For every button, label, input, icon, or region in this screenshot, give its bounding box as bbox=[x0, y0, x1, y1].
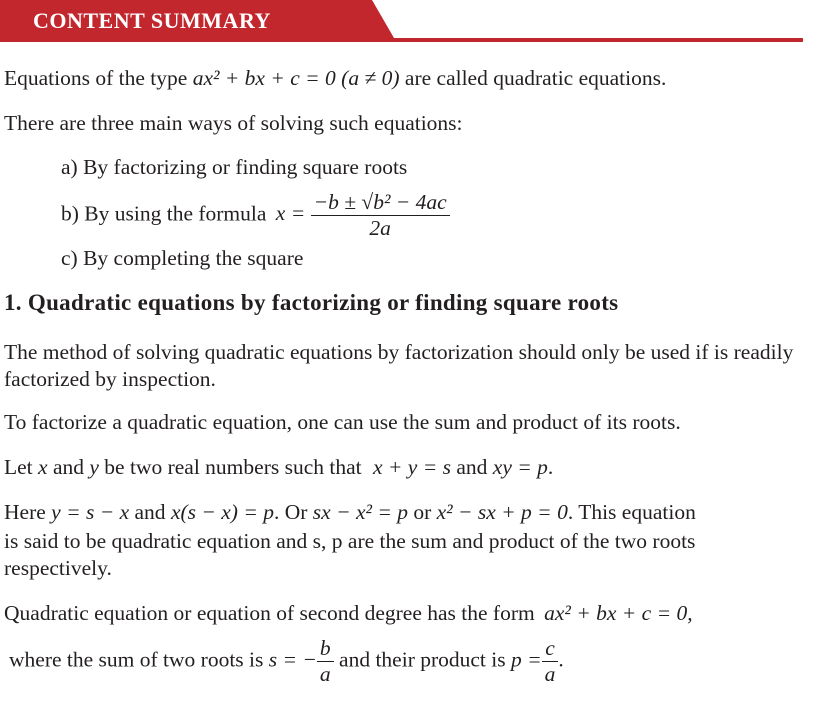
p6-text-2: and their product is bbox=[339, 647, 506, 672]
p4-tail: . This equation bbox=[567, 500, 696, 524]
product-eq: xy = p bbox=[492, 455, 548, 479]
second-degree-eq: ax² + bx + c = 0, bbox=[544, 601, 693, 625]
method-c: c) By completing the square bbox=[61, 246, 304, 270]
eq-xs: x(s − x) = p bbox=[170, 500, 274, 524]
paragraph-4-line-1 bbox=[4, 500, 696, 525]
p3-text: Let bbox=[4, 455, 33, 479]
p6-period: . bbox=[558, 647, 564, 672]
p3-and: and bbox=[52, 455, 84, 479]
product-numerator: c bbox=[542, 636, 559, 662]
sum-numerator: b bbox=[317, 636, 334, 662]
paragraph-6 bbox=[9, 636, 564, 687]
p5-text: Quadratic equation or equation of second degree has the form bbox=[4, 601, 535, 625]
var-y: y bbox=[89, 455, 99, 479]
paragraph-5 bbox=[4, 601, 693, 626]
p4-here: Here bbox=[4, 500, 46, 524]
quadratic-general-eq: ax² + bx + c = 0 (a ≠ 0) bbox=[192, 66, 400, 90]
banner-underline bbox=[0, 38, 803, 42]
formula-denominator: 2a bbox=[369, 216, 391, 240]
eq-sx: sx − x² = p bbox=[312, 500, 408, 524]
sum-denominator: a bbox=[319, 662, 331, 686]
intro-line-1 bbox=[4, 66, 666, 91]
p3-period: . bbox=[547, 455, 554, 479]
p3-and-2: and bbox=[456, 455, 488, 479]
p6-text: where the sum of two roots is bbox=[9, 647, 264, 672]
intro-line-2: There are three main ways of solving such equations: bbox=[4, 111, 463, 135]
quadratic-formula bbox=[311, 190, 450, 241]
p4-or-2: or bbox=[413, 500, 432, 524]
method-a: a) By factorizing or finding square roots bbox=[61, 155, 408, 179]
paragraph-2: To factorize a quadratic equation, one can use the sum and product of its roots. bbox=[4, 410, 681, 434]
var-x: x bbox=[38, 455, 48, 479]
method-b-label: b) By using the formula bbox=[61, 201, 267, 226]
paragraph-4-rest: is said to be quadratic equation and s, p are the sum and product of the two roots respectively. bbox=[4, 529, 696, 580]
product-fraction bbox=[542, 636, 559, 687]
method-b bbox=[61, 190, 450, 241]
p4-or: . Or bbox=[273, 500, 308, 524]
section-heading: 1. Quadratic equations by factorizing or finding square roots bbox=[4, 290, 619, 315]
paragraph-1: The method of solving quadratic equations by factorization should only be used if is readily factorized by inspection. bbox=[4, 340, 794, 391]
intro-text-suffix: are called quadratic equations. bbox=[404, 66, 667, 90]
p3-text-2: be two real numbers such that bbox=[104, 455, 362, 479]
p4-and: and bbox=[134, 500, 166, 524]
formula-numerator: −b ± √b² − 4ac bbox=[311, 190, 450, 216]
eq-y: y = s − x bbox=[51, 500, 130, 524]
formula-lhs: x = bbox=[275, 201, 306, 226]
sum-fraction bbox=[317, 636, 334, 687]
sum-lhs: s = − bbox=[268, 647, 317, 672]
paragraph-3 bbox=[4, 455, 553, 480]
product-denominator: a bbox=[544, 662, 556, 686]
product-lhs: p = bbox=[511, 647, 542, 672]
intro-text: Equations of the type bbox=[4, 66, 188, 90]
eq-quadratic-sp: x² − sx + p = 0 bbox=[436, 500, 568, 524]
sum-eq: x + y = s bbox=[373, 455, 451, 479]
banner-title: CONTENT SUMMARY bbox=[33, 8, 271, 33]
